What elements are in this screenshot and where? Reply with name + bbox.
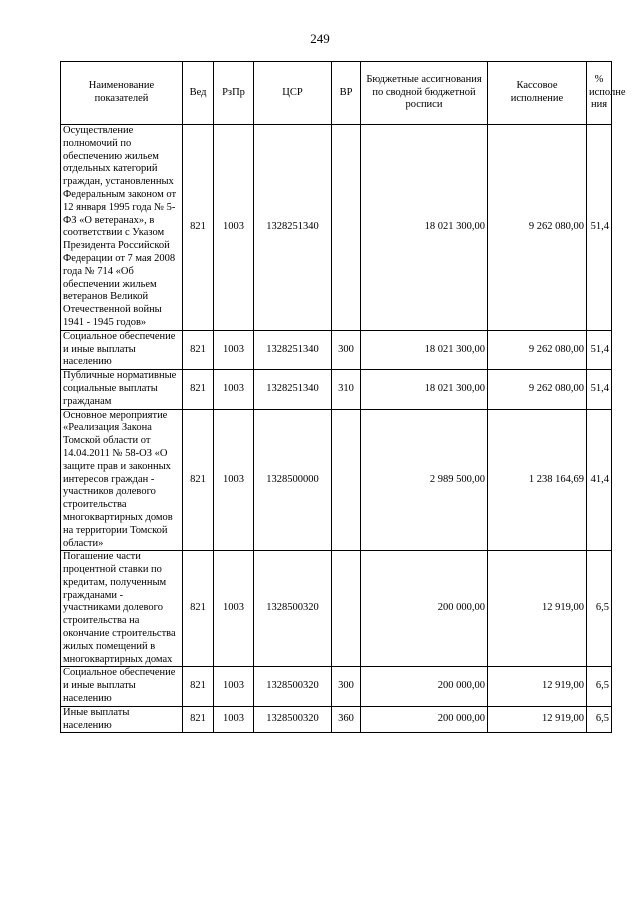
row-ved: 821 [183,551,214,667]
row-percent: 51,4 [587,125,612,331]
header-vr: ВР [332,62,361,125]
row-cash: 1 238 164,69 [488,409,587,551]
row-rzpr: 1003 [214,330,254,369]
row-ved: 821 [183,370,214,409]
row-csr: 1328251340 [254,330,332,369]
table-row [61,125,612,331]
row-percent: 6,5 [587,667,612,706]
row-ved: 821 [183,409,214,551]
row-vr [332,125,361,331]
row-name: Иные выплаты населению [61,706,183,733]
row-budget: 200 000,00 [361,706,488,733]
row-cash: 12 919,00 [488,706,587,733]
row-ved: 821 [183,330,214,369]
row-cash: 12 919,00 [488,667,587,706]
row-csr: 1328500320 [254,706,332,733]
row-budget: 18 021 300,00 [361,370,488,409]
row-vr: 300 [332,667,361,706]
row-percent: 51,4 [587,370,612,409]
row-cash: 9 262 080,00 [488,370,587,409]
row-ved: 821 [183,706,214,733]
row-rzpr: 1003 [214,409,254,551]
row-name: Погашение части процентной ставки по кредитам, полученным гражданами - участниками долевого строительства на окончание строительства жилых помещений в многоквартирных домах [61,551,183,667]
row-vr: 310 [332,370,361,409]
header-percent: % исполне ния [587,62,612,125]
header-budget: Бюджетные ассигнования по сводной бюджетной росписи [361,62,488,125]
row-ved: 821 [183,667,214,706]
table-row [61,667,612,706]
table-row [61,370,612,409]
table-header-row [61,62,612,125]
row-name: Основное мероприятие «Реализация Закона Томской области от 14.04.2011 № 58-ОЗ «О защите прав и законных интересов граждан - участников долевого строительства многоквартирных домов на территории Томской области» [61,409,183,551]
row-name: Осуществление полномочий по обеспечению жильем отдельных категорий граждан, установленных Федеральным законом от 12 января 1995 года № 5-ФЗ «О ветеранах», в соответствии с Указом Президента Российской Федерации от 7 мая 2008 года № 714 «Об обеспечении жильем ветеранов Великой Отечественной войны 1941 - 1945 годов» [61,125,183,331]
row-percent: 51,4 [587,330,612,369]
row-percent: 6,5 [587,706,612,733]
row-csr: 1328251340 [254,125,332,331]
row-csr: 1328251340 [254,370,332,409]
table-row [61,706,612,733]
row-budget: 18 021 300,00 [361,330,488,369]
row-cash: 9 262 080,00 [488,125,587,331]
header-ved: Вед [183,62,214,125]
row-budget: 2 989 500,00 [361,409,488,551]
row-budget: 18 021 300,00 [361,125,488,331]
row-csr: 1328500320 [254,551,332,667]
header-rzpr: РзПр [214,62,254,125]
row-cash: 9 262 080,00 [488,330,587,369]
row-cash: 12 919,00 [488,551,587,667]
row-percent: 41,4 [587,409,612,551]
budget-execution-table [60,61,626,733]
table-row [61,551,612,667]
row-rzpr: 1003 [214,706,254,733]
row-vr: 300 [332,330,361,369]
row-rzpr: 1003 [214,667,254,706]
row-name: Публичные нормативные социальные выплаты гражданам [61,370,183,409]
header-name: Наименование показателей [61,62,183,125]
row-rzpr: 1003 [214,551,254,667]
row-ved: 821 [183,125,214,331]
row-name: Социальное обеспечение и иные выплаты населению [61,667,183,706]
header-csr: ЦСР [254,62,332,125]
row-csr: 1328500000 [254,409,332,551]
row-vr [332,409,361,551]
row-vr: 360 [332,706,361,733]
row-budget: 200 000,00 [361,667,488,706]
row-vr [332,551,361,667]
row-budget: 200 000,00 [361,551,488,667]
table-row [61,409,612,551]
row-name: Социальное обеспечение и иные выплаты населению [61,330,183,369]
row-rzpr: 1003 [214,125,254,331]
table-row [61,330,612,369]
header-cash: Кассовое исполнение [488,62,587,125]
row-percent: 6,5 [587,551,612,667]
row-rzpr: 1003 [214,370,254,409]
page-number: 249 [310,31,330,46]
row-csr: 1328500320 [254,667,332,706]
